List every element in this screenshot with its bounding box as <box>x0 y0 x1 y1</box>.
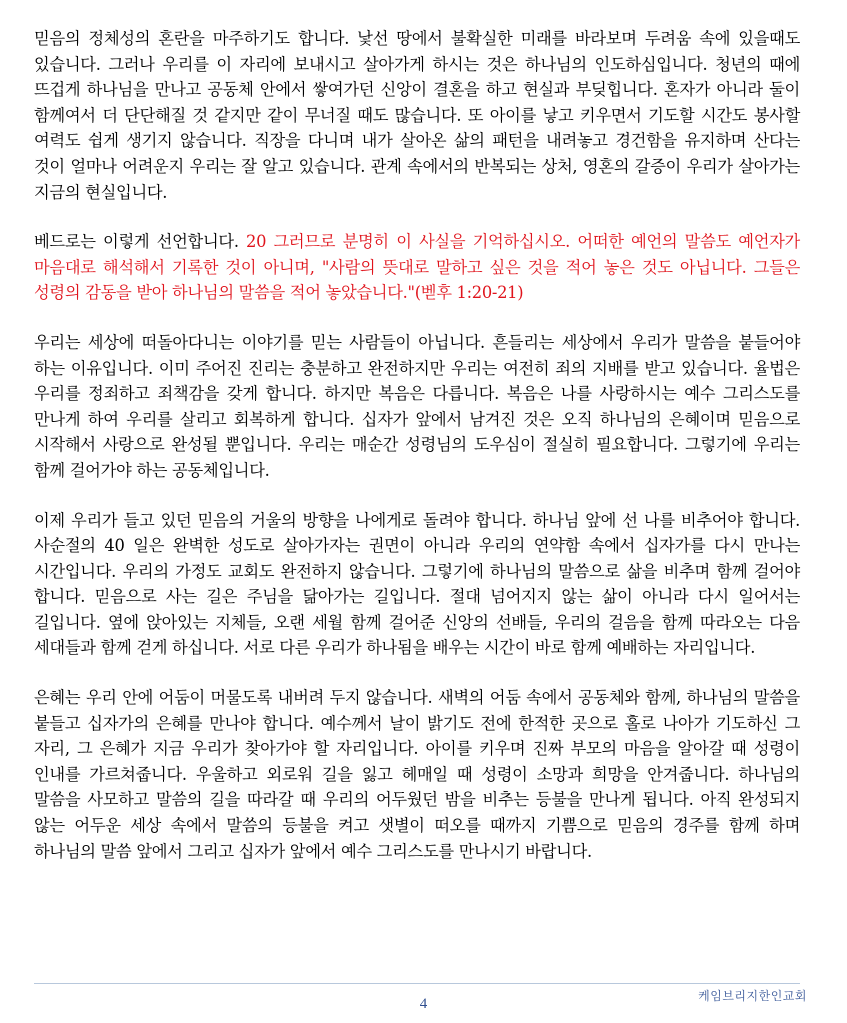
paragraph-2-lead: 베드로는 이렇게 선언합니다. <box>34 232 247 252</box>
paragraph-1: 믿음의 정체성의 혼란을 마주하기도 합니다. 낯선 땅에서 불확실한 미래를 바라보며 두려움 속에 있을때도 있습니다. 그러나 우리를 이 자리에 보내시고 살아가게 하시는 것은 하나님의 인도하심입니다. 청년의 때에 뜨겁게 하나님을 만나고 공동체 안에서 쌓여가던 신앙이 결혼을 하고 현실과 부딪힙니다. 혼자가 아니라 둘이 함께여서 더 단단해질 것 같지만 같이 무너질 때도 많습니다. 또 아이를 낳고 키우면서 기도할 시간도 봉사할 여력도 쉽게 생기지 않습니다. 직장을 다니며 내가 살아온 삶의 패턴을 내려놓고 경건함을 유지하며 산다는 것이 얼마나 어려운지 우리는 잘 알고 있습니다. 관계 속에서의 반복되는 상처, 영혼의 갈증이 우리가 살아가는 지금의 현실입니다. <box>34 29 800 202</box>
paragraph-3: 우리는 세상에 떠돌아다니는 이야기를 믿는 사람들이 아닙니다. 흔들리는 세상에서 우리가 말씀을 붙들어야 하는 이유입니다. 이미 주어진 진리는 충분하고 완전하지만 우리는 여전히 죄의 지배를 받고 있습니다. 율법은 우리를 정죄하고 죄책감을 갖게 합니다. 하지만 복음은 다릅니다. 복음은 나를 사랑하시는 예수 그리스도를 만나게 하여 우리를 살리고 회복하게 합니다. 십자가 앞에서 남겨진 것은 오직 하나님의 은혜이며 믿음으로 시작해서 사랑으로 완성될 뿐입니다. 우리는 매순간 성령님의 도우심이 절실히 필요합니다. 그렇기에 우리는 함께 걸어가야 하는 공동체입니다. <box>34 332 800 480</box>
paragraph-2 <box>34 229 800 306</box>
scripture-quote: 20 그러므로 분명히 이 사실을 기억하십시오. 어떠한 예언의 말씀도 예언자가 마음대로 해석해서 기록한 것이 아니며, "사람의 뜻대로 말하고 싶은 것을 적어 놓은 것도 아닙니다. 그들은 성령의 감동을 받아 하나님의 말씀을 적어 놓았습니다." <box>34 232 800 303</box>
page-number: 4 <box>419 996 428 1012</box>
footer-divider <box>34 983 800 984</box>
paragraph-5: 은혜는 우리 안에 어둠이 머물도록 내버려 두지 않습니다. 새벽의 어둠 속에서 공동체와 함께, 하나님의 말씀을 붙들고 십자가의 은혜를 만나야 합니다. 예수께서 날이 밝기도 전에 한적한 곳으로 홀로 나아가 기도하신 그 자리, 그 은혜가 지금 우리가 찾아가야 할 자리입니다. 아이를 키우며 진짜 부모의 마음을 알아갈 때 성령이 인내를 가르쳐줍니다. 우울하고 외로워 길을 잃고 헤매일 때 성령이 소망과 희망을 안겨줍니다. 하나님의 말씀을 사모하고 말씀의 길을 따라갈 때 우리의 어두웠던 밤을 비추는 등불을 만나게 됩니다. 아직 완성되지 않는 어두운 세상 속에서 말씀의 등불을 켜고 샛별이 떠오를 때까지 기쁨으로 믿음의 경주를 함께 하며 하나님의 말씀 앞에서 그리고 십자가 앞에서 예수 그리스도를 만나시기 바랍니다. <box>34 688 800 861</box>
footer-church-name: 케임브리지한인교회 <box>698 989 807 1003</box>
paragraph-4: 이제 우리가 들고 있던 믿음의 거울의 방향을 나에게로 돌려야 합니다. 하나님 앞에 선 나를 비추어야 합니다. 사순절의 40 일은 완벽한 성도로 살아가자는 권면이 아니라 우리의 연약함 속에서 십자가를 다시 만나는 시간입니다. 우리의 가정도 교회도 완전하지 않습니다. 그렇기에 하나님의 말씀으로 삶을 비추며 함께 걸어야 합니다. 믿음으로 사는 길은 주님을 닮아가는 길입니다. 절대 넘어지지 않는 삶이 아니라 다시 일어서는 길입니다. 옆에 앉아있는 지체들, 오랜 세월 함께 걸어준 신앙의 선배들, 우리의 걸음을 함께 따라오는 다음 세대들과 함께 걷게 하십니다. 서로 다른 우리가 하나됨을 배우는 시간이 바로 함께 예배하는 자리입니다. <box>34 510 800 658</box>
document-body <box>34 26 800 888</box>
scripture-reference: (벧후 1:20-21) <box>414 283 524 303</box>
